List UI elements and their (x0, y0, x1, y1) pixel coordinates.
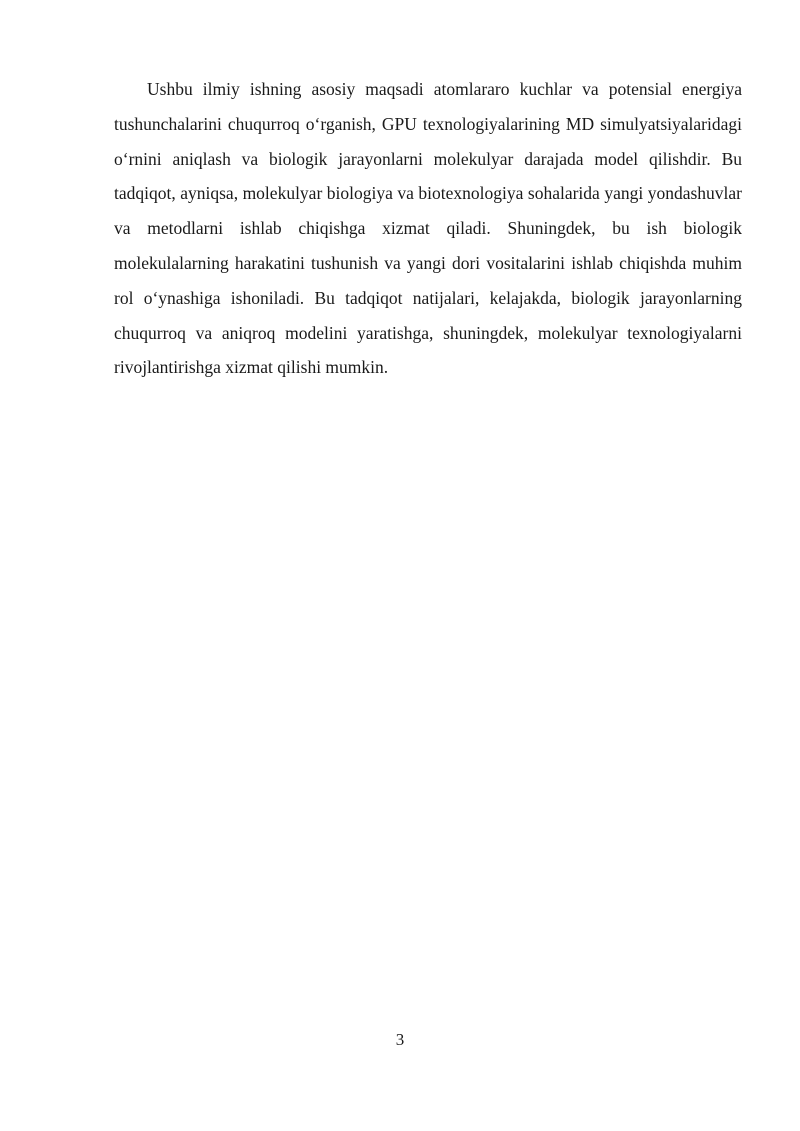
page-number: 3 (395, 1030, 405, 1049)
body-paragraph: Ushbu ilmiy ishning asosiy maqsadi atomlararo kuchlar va potensial energiya tushunchalarini chuqurroq o‘rganish, GPU texnologiyalarining MD simulyatsiyalaridagi o‘rnini aniqlash va biologik jarayonlarni molekulyar darajada model qilishdir. Bu tadqiqot, ayniqsa, molekulyar biologiya va biotexnologiya sohalarida yangi yondashuvlar va metodlarni ishlab chiqishga xizmat qiladi. Shuningdek, bu ish biologik molekulalarning harakatini tushunish va yangi dori vositalarini ishlab chiqishda muhim rol o‘ynashiga ishoniladi. Bu tadqiqot natijalari, kelajakda, biologik jarayonlarning chuqurroq va aniqroq modelini yaratishga, shuningdek, molekulyar texnologiyalarni rivojlantirishga xizmat qilishi mumkin. (114, 79, 742, 378)
